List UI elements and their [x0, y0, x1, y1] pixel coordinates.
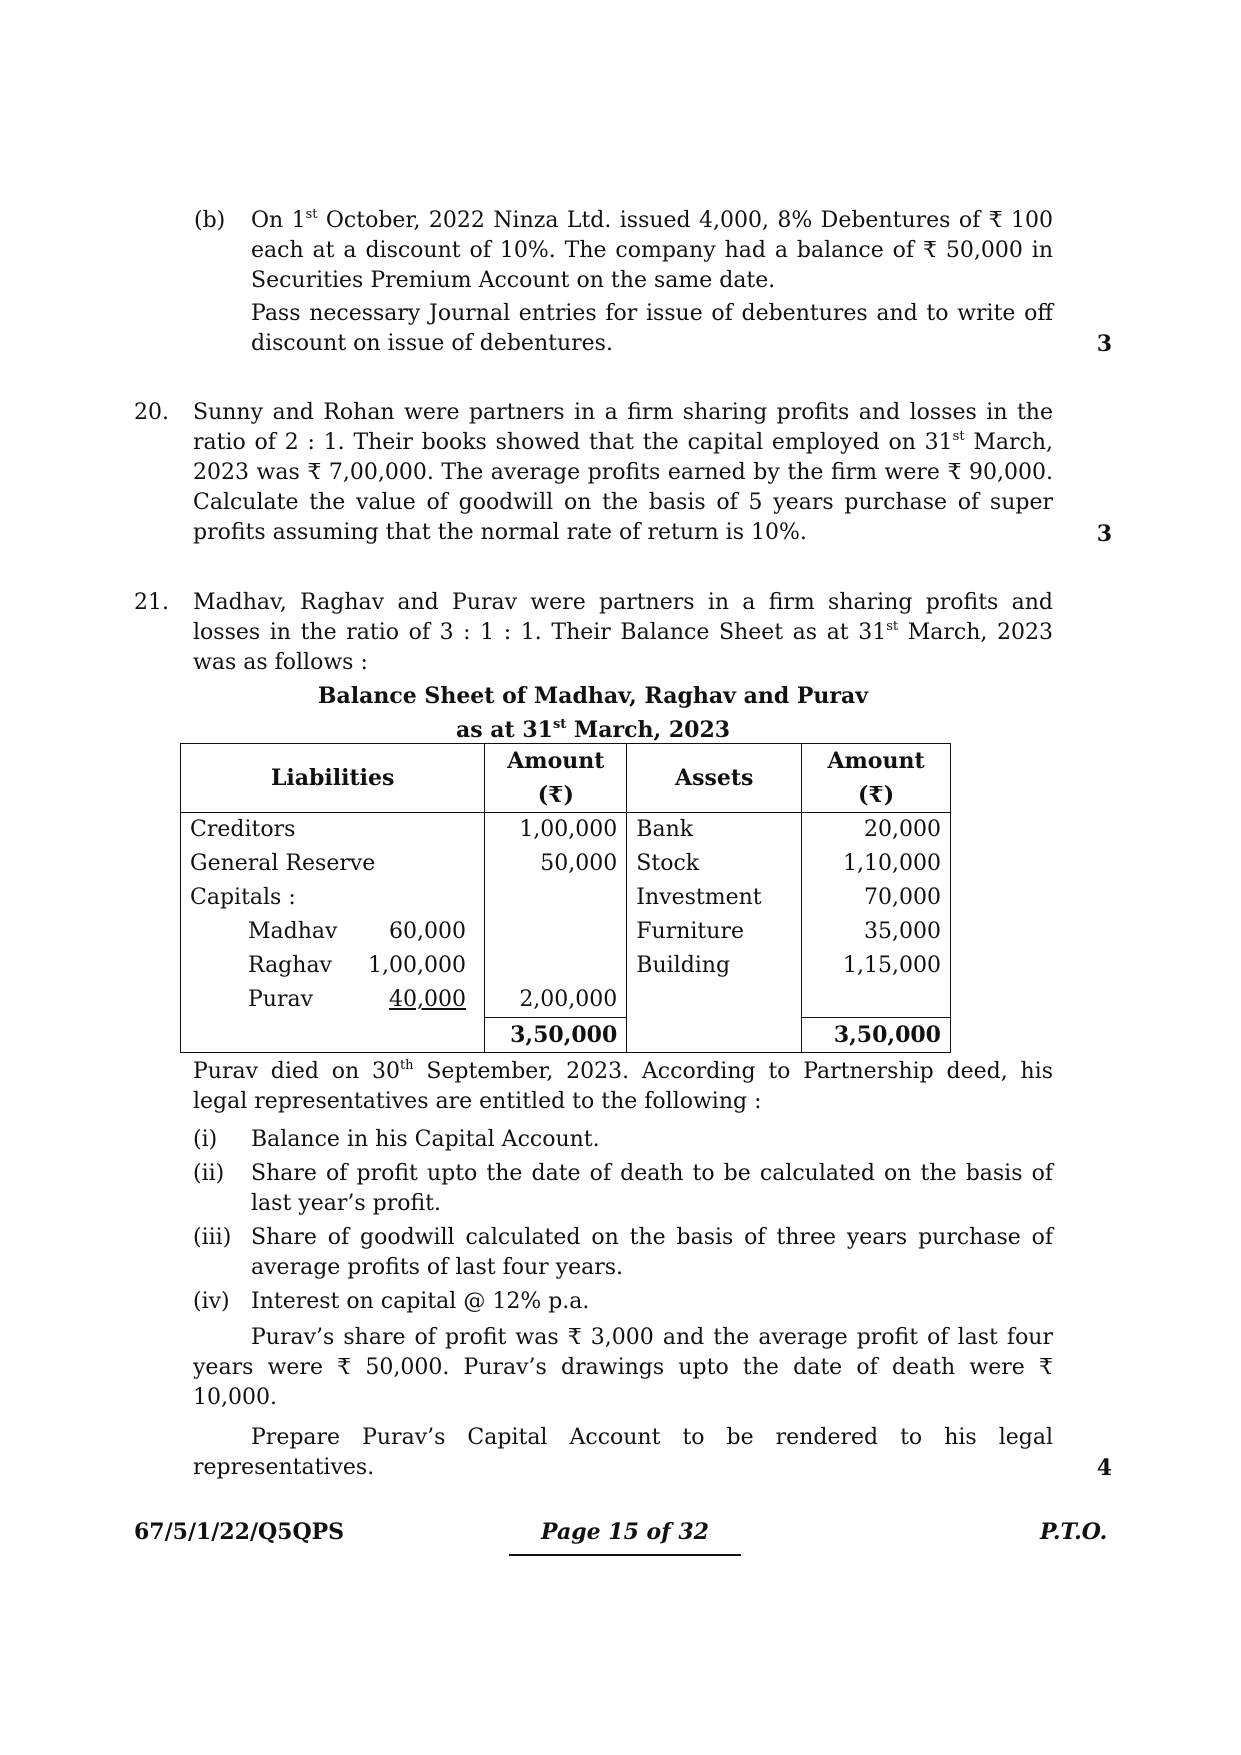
- asset-cell: Investment: [627, 881, 802, 915]
- partner-name: Raghav: [248, 953, 332, 978]
- q19b-text-a: On 1: [251, 208, 306, 233]
- q20-text-b: March, 2023 was ₹ 7,00,000. The average profits earned by the firm were ₹ 90,000. Calculate the value of goodwill on the basis of 5 years purchase of super profits assuming that the normal rate of return is 10%.: [193, 430, 1054, 545]
- q21-intro-sup: st: [886, 619, 899, 634]
- q21-para2: Prepare Purav’s Capital Account to be rendered to his legal representatives.: [193, 1425, 1053, 1480]
- liability-amount: [485, 915, 627, 949]
- liability-amount: 2,00,000: [485, 983, 627, 1018]
- partner-capital: 1,00,000: [368, 953, 466, 978]
- partner-name: Purav: [248, 987, 314, 1012]
- liability-cell: General Reserve: [181, 847, 485, 881]
- q21-intro: [193, 588, 1053, 678]
- header-amount-assets: [802, 744, 951, 813]
- pto: P.T.O.: [1040, 1519, 1108, 1545]
- balance-sheet-date: [193, 715, 993, 745]
- q20-text-a: Sunny and Rohan were partners in a firm sharing profits and losses in the ratio of 2 : 1. Their books showed that the capital employed on 31: [193, 400, 1053, 455]
- table-row: [181, 949, 951, 983]
- q19b-sup: st: [305, 207, 318, 222]
- item-text: Share of goodwill calculated on the basis of three years purchase of average profits of last four years.: [251, 1225, 1053, 1280]
- total-assets: 3,50,000: [802, 1018, 951, 1053]
- asset-amount: 35,000: [802, 915, 951, 949]
- q21-number: 21.: [134, 590, 169, 615]
- item-text: Share of profit upto the date of death to be calculated on the basis of last year’s profit.: [251, 1161, 1053, 1216]
- item-label: (ii): [193, 1161, 225, 1186]
- liability-amount: 1,00,000: [485, 813, 627, 848]
- bs-date-a: as at 31: [455, 717, 553, 743]
- liability-cell: [181, 983, 485, 1018]
- asset-cell: Bank: [627, 813, 802, 848]
- q19b-marks: 3: [1096, 331, 1112, 357]
- total-empty-liab: [181, 1018, 485, 1053]
- header-rupee: (₹): [857, 782, 895, 808]
- page-number-text: Page 15 of 32: [541, 1519, 709, 1545]
- header-amount-text: Amount: [827, 748, 925, 774]
- q21-item-list: [193, 1125, 1053, 1321]
- item-label: (i): [193, 1127, 218, 1152]
- balance-sheet-title: Balance Sheet of Madhav, Raghav and Purav: [317, 683, 869, 709]
- table-total-row: [181, 1018, 951, 1053]
- q21-para1: Purav’s share of profit was ₹ 3,000 and the average profit of last four years were ₹ 50,000. Purav’s drawings upto the date of death were ₹ 10,000.: [193, 1325, 1053, 1410]
- paper-code: 67/5/1/22/Q5QPS: [134, 1519, 345, 1545]
- bs-date-b: March, 2023: [566, 717, 731, 743]
- q21-after-b: September, 2023. According to Partnership deed, his legal representatives are entitled to the following :: [193, 1059, 1053, 1114]
- item-text: Interest on capital @ 12% p.a.: [251, 1289, 590, 1314]
- table-header-row: [181, 744, 951, 813]
- partner-name: Madhav: [248, 919, 338, 944]
- partner-capital: 60,000: [389, 919, 466, 944]
- q20-sup: st: [952, 429, 965, 444]
- liability-amount: [485, 881, 627, 915]
- liability-cell: Creditors: [181, 813, 485, 848]
- q20-number: 20.: [134, 400, 169, 425]
- table-row: [181, 881, 951, 915]
- q19b-text-b: October, 2022 Ninza Ltd. issued 4,000, 8% Debentures of ₹ 100 each at a discount of 10%. The company had a balance of ₹ 50,000 in Securities Premium Account on the same date.: [251, 208, 1053, 293]
- q21-intro-b: March, 2023 was as follows :: [193, 620, 1053, 675]
- balance-sheet-table: [180, 743, 951, 1053]
- table-row: [181, 813, 951, 848]
- page-number-underline: [509, 1554, 741, 1556]
- q21-after-a: Purav died on 30: [193, 1059, 400, 1084]
- table-row: [181, 915, 951, 949]
- list-item: [193, 1223, 1053, 1287]
- asset-cell: Stock: [627, 847, 802, 881]
- q19b-instruction: Pass necessary Journal entries for issue of debentures and to write off discount on issue of debentures.: [251, 301, 1053, 356]
- q21-after-sup: th: [399, 1058, 414, 1073]
- q20-text: [193, 398, 1053, 548]
- asset-amount: 1,15,000: [802, 949, 951, 983]
- q19b-label: (b): [194, 208, 226, 233]
- header-amount-liab: [485, 744, 627, 813]
- table-row: [181, 847, 951, 881]
- header-rupee: (₹): [537, 782, 574, 808]
- q21-marks: 4: [1096, 1455, 1112, 1481]
- total-liabilities: 3,50,000: [485, 1018, 627, 1053]
- page-number: [509, 1517, 741, 1547]
- liability-cell: [181, 949, 485, 983]
- q21-after-table: [193, 1057, 1053, 1117]
- q19b-text: [251, 206, 1053, 296]
- header-amount-text: Amount: [507, 748, 605, 774]
- asset-amount: [802, 983, 951, 1018]
- q20-marks: 3: [1096, 521, 1112, 547]
- liability-amount: [485, 949, 627, 983]
- liability-cell: Capitals :: [181, 881, 485, 915]
- list-item: [193, 1159, 1053, 1223]
- header-liabilities: Liabilities: [181, 744, 485, 813]
- asset-cell: Furniture: [627, 915, 802, 949]
- item-label: (iv): [193, 1289, 230, 1314]
- asset-amount: 70,000: [802, 881, 951, 915]
- bs-date-sup: st: [552, 717, 567, 732]
- asset-amount: 1,10,000: [802, 847, 951, 881]
- header-assets: Assets: [627, 744, 802, 813]
- total-empty-assets: [627, 1018, 802, 1053]
- liability-cell: [181, 915, 485, 949]
- list-item: [193, 1125, 1053, 1159]
- asset-cell: [627, 983, 802, 1018]
- liability-amount: 50,000: [485, 847, 627, 881]
- item-text: Balance in his Capital Account.: [251, 1127, 600, 1152]
- q21-intro-a: Madhav, Raghav and Purav were partners in a firm sharing profits and losses in the ratio of 3 : 1 : 1. Their Balance Sheet as at 31: [193, 590, 1053, 645]
- item-label: (iii): [193, 1225, 232, 1250]
- table-row: [181, 983, 951, 1018]
- asset-cell: Building: [627, 949, 802, 983]
- list-item: [193, 1287, 1053, 1321]
- partner-capital: 40,000: [389, 987, 466, 1012]
- asset-amount: 20,000: [802, 813, 951, 848]
